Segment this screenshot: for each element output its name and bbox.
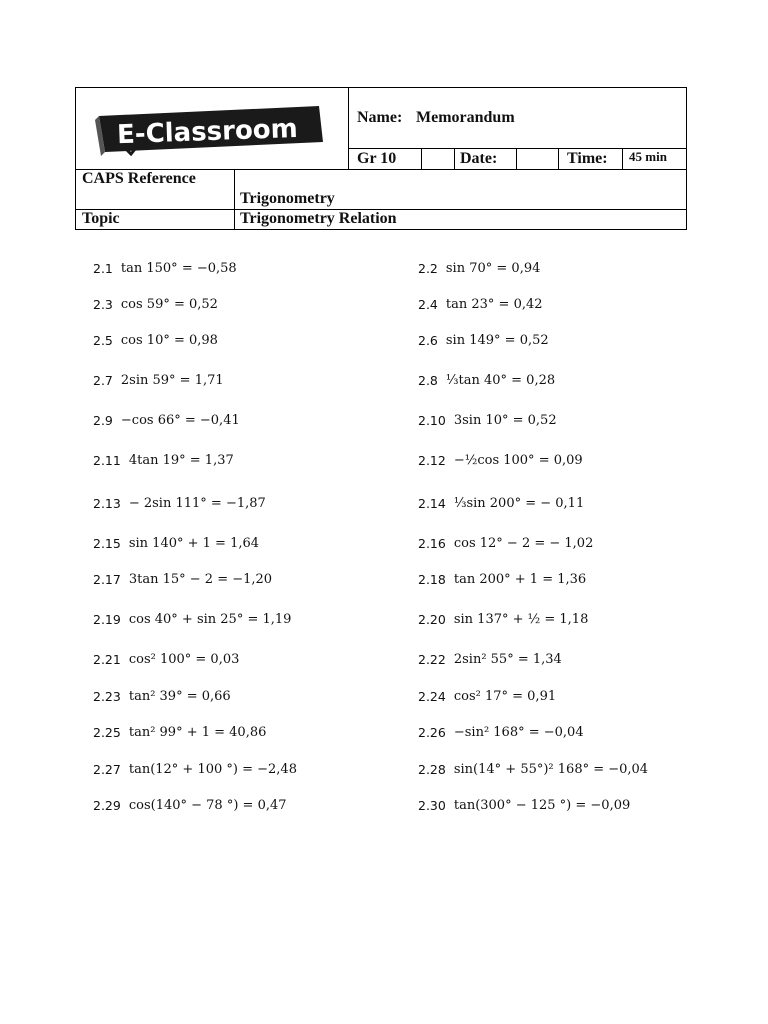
problem-number: 2.4 bbox=[418, 296, 438, 312]
problem-number: 2.2 bbox=[418, 260, 438, 276]
problem-row bbox=[93, 330, 693, 354]
caps-reference-value: Trigonometry bbox=[240, 190, 335, 207]
problem-expression: tan² 99° + 1 = 40,86 bbox=[128, 724, 267, 740]
problem-item bbox=[418, 722, 584, 742]
problem-expression: 3sin 10° = 0,52 bbox=[453, 412, 557, 428]
problem-expression: cos 12° − 2 = − 1,02 bbox=[453, 535, 594, 551]
problem-expression: 2sin² 55° = 1,34 bbox=[453, 651, 562, 667]
problem-row bbox=[93, 609, 693, 633]
problem-number: 2.7 bbox=[93, 372, 113, 388]
problem-expression: sin 137° + ½ = 1,18 bbox=[453, 611, 589, 627]
problem-row bbox=[93, 450, 693, 474]
problem-row bbox=[93, 370, 693, 394]
topic-label: Topic bbox=[82, 210, 120, 227]
problem-expression: sin 149° = 0,52 bbox=[445, 332, 549, 348]
time-value: 45 min bbox=[629, 149, 667, 164]
problem-expression: cos 59° = 0,52 bbox=[120, 296, 218, 312]
problem-item bbox=[93, 258, 237, 278]
problem-item bbox=[93, 493, 266, 513]
problem-expression: tan(300° − 125 °) = −0,09 bbox=[453, 797, 631, 813]
problem-number: 2.22 bbox=[418, 651, 446, 667]
problem-item bbox=[418, 649, 562, 669]
problem-expression: −½cos 100° = 0,09 bbox=[453, 452, 583, 468]
problem-item bbox=[418, 533, 593, 553]
problem-expression: cos² 100° = 0,03 bbox=[128, 651, 240, 667]
problem-item bbox=[418, 258, 540, 278]
problem-row bbox=[93, 410, 693, 434]
eclassroom-logo bbox=[91, 102, 327, 156]
problem-item bbox=[93, 370, 224, 390]
problem-expression: tan 150° = −0,58 bbox=[120, 260, 237, 276]
header-table bbox=[75, 87, 687, 230]
grade-label: Gr 10 bbox=[357, 150, 397, 167]
problem-item bbox=[93, 294, 218, 314]
problem-expression: cos 40° + sin 25° = 1,19 bbox=[128, 611, 292, 627]
problem-item bbox=[418, 686, 556, 706]
problem-expression: tan(12° + 100 °) = −2,48 bbox=[128, 761, 297, 777]
problem-expression: ⅓sin 200° = − 0,11 bbox=[453, 495, 585, 511]
problem-number: 2.29 bbox=[93, 797, 121, 813]
problem-number: 2.18 bbox=[418, 571, 446, 587]
problem-item bbox=[418, 609, 588, 629]
problem-number: 2.6 bbox=[418, 332, 438, 348]
problem-item bbox=[418, 410, 557, 430]
problem-expression: cos(140° − 78 °) = 0,47 bbox=[128, 797, 287, 813]
problem-item bbox=[93, 795, 287, 815]
svg-text:E-Classroom: E-Classroom bbox=[116, 113, 299, 151]
problem-number: 2.28 bbox=[418, 761, 446, 777]
problem-number: 2.17 bbox=[93, 571, 121, 587]
problem-number: 2.12 bbox=[418, 452, 446, 468]
problem-row bbox=[93, 686, 693, 710]
problem-row bbox=[93, 649, 693, 673]
problem-item bbox=[418, 795, 630, 815]
problem-item bbox=[93, 609, 291, 629]
problem-number: 2.19 bbox=[93, 611, 121, 627]
problem-expression: 4tan 19° = 1,37 bbox=[128, 452, 234, 468]
problem-number: 2.24 bbox=[418, 688, 446, 704]
topic-value: Trigonometry Relation bbox=[240, 210, 397, 227]
problem-number: 2.21 bbox=[93, 651, 121, 667]
problem-number: 2.14 bbox=[418, 495, 446, 511]
problem-expression: − 2sin 111° = −1,87 bbox=[128, 495, 266, 511]
problem-item bbox=[418, 493, 584, 513]
problem-item bbox=[93, 649, 239, 669]
name-label: Name: bbox=[357, 109, 403, 126]
name-value: Memorandum bbox=[416, 109, 515, 126]
problem-item bbox=[93, 533, 259, 553]
problem-item bbox=[93, 450, 234, 470]
problem-item bbox=[418, 330, 549, 350]
problem-expression: sin 70° = 0,94 bbox=[445, 260, 541, 276]
problem-expression: −sin² 168° = −0,04 bbox=[453, 724, 584, 740]
problem-number: 2.5 bbox=[93, 332, 113, 348]
problem-number: 2.3 bbox=[93, 296, 113, 312]
problem-item bbox=[93, 410, 240, 430]
problem-expression: sin(14° + 55°)² 168° = −0,04 bbox=[453, 761, 649, 777]
problem-number: 2.8 bbox=[418, 372, 438, 388]
problem-expression: 3tan 15° − 2 = −1,20 bbox=[128, 571, 273, 587]
problem-number: 2.1 bbox=[93, 260, 113, 276]
problem-item bbox=[418, 370, 555, 390]
problem-expression: cos² 17° = 0,91 bbox=[453, 688, 557, 704]
problem-row bbox=[93, 722, 693, 746]
problem-row bbox=[93, 493, 693, 517]
problem-expression: −cos 66° = −0,41 bbox=[120, 412, 240, 428]
problem-item bbox=[93, 686, 231, 706]
problem-item bbox=[418, 450, 583, 470]
date-label: Date: bbox=[460, 150, 498, 167]
problem-row bbox=[93, 795, 693, 819]
problem-number: 2.20 bbox=[418, 611, 446, 627]
problem-number: 2.10 bbox=[418, 412, 446, 428]
problem-item bbox=[93, 759, 297, 779]
problem-expression: cos 10° = 0,98 bbox=[120, 332, 218, 348]
problem-item bbox=[93, 569, 272, 589]
problem-number: 2.27 bbox=[93, 761, 121, 777]
problem-row bbox=[93, 759, 693, 783]
problem-number: 2.23 bbox=[93, 688, 121, 704]
problem-expression: sin 140° + 1 = 1,64 bbox=[128, 535, 260, 551]
problem-expression: tan 200° + 1 = 1,36 bbox=[453, 571, 587, 587]
time-label: Time: bbox=[567, 150, 608, 167]
problem-item bbox=[93, 330, 218, 350]
problem-number: 2.9 bbox=[93, 412, 113, 428]
problem-number: 2.16 bbox=[418, 535, 446, 551]
problem-expression: 2sin 59° = 1,71 bbox=[120, 372, 224, 388]
problem-number: 2.13 bbox=[93, 495, 121, 511]
problem-number: 2.30 bbox=[418, 797, 446, 813]
problem-number: 2.15 bbox=[93, 535, 121, 551]
problem-number: 2.26 bbox=[418, 724, 446, 740]
problem-number: 2.11 bbox=[93, 452, 121, 468]
problem-expression: tan² 39° = 0,66 bbox=[128, 688, 231, 704]
problem-expression: ⅓tan 40° = 0,28 bbox=[445, 372, 556, 388]
problem-row bbox=[93, 258, 693, 282]
caps-reference-label: CAPS Reference bbox=[82, 170, 196, 187]
problem-row bbox=[93, 533, 693, 557]
problem-item bbox=[418, 569, 586, 589]
problem-item bbox=[418, 759, 648, 779]
problem-item bbox=[418, 294, 543, 314]
problem-row bbox=[93, 294, 693, 318]
problem-expression: tan 23° = 0,42 bbox=[445, 296, 543, 312]
problem-item bbox=[93, 722, 266, 742]
problem-number: 2.25 bbox=[93, 724, 121, 740]
problem-row bbox=[93, 569, 693, 593]
